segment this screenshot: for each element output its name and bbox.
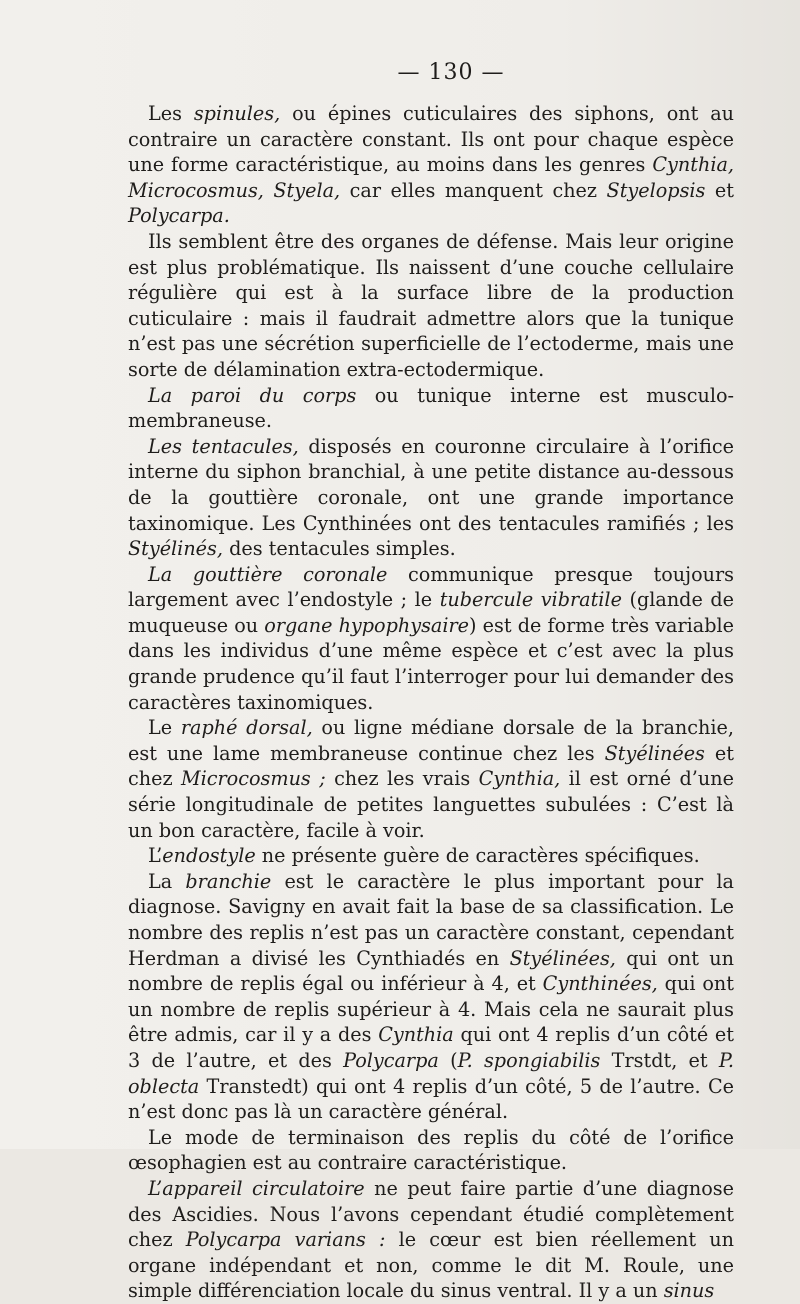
italic-text: sinus — [663, 1279, 715, 1303]
text-run: ou ligne médiane dorsale de la branchie, est une lame membraneuse continue chez les — [128, 716, 734, 765]
text-run: Le — [148, 716, 181, 740]
italic-text: Polycarpa — [343, 1048, 439, 1072]
paragraph — [128, 843, 734, 869]
paragraph — [128, 869, 734, 1125]
italic-text: Styelopsis — [606, 178, 706, 202]
text-run: L’ — [148, 844, 163, 868]
text-run: des tentacules simples. — [222, 537, 456, 561]
italic-text: endostyle — [162, 844, 256, 868]
italic-text: Microcosmus ; — [180, 767, 326, 791]
text-run: qui ont 4 replis d’un côté et 3 de l’autre, et des — [128, 1023, 734, 1072]
italic-text: La paroi du corps — [148, 383, 357, 407]
paragraph — [128, 229, 734, 383]
paragraph — [128, 434, 734, 562]
italic-text: Styélinés, — [128, 537, 223, 561]
text-run: car elles manquent chez — [340, 178, 607, 202]
paragraph — [128, 562, 734, 716]
text-run: ne présente guère de caractères spécifiques. — [255, 844, 700, 868]
text-run: Trstdt, et — [600, 1048, 719, 1072]
paragraph — [128, 1125, 734, 1176]
text-run: Les — [148, 102, 194, 125]
text-run: communique presque toujours largement avec l’endostyle ; le — [128, 562, 734, 612]
italic-text: Cynthia — [378, 1023, 454, 1047]
text-run: et chez — [128, 741, 734, 791]
text-run: ) est de forme très variable dans les individus d’une même espèce et c’est avec la plus grande prudence qu’il faut l’interroger pour lui demander des caractères taxinomiques. — [128, 613, 734, 714]
italic-text: Styélinées — [604, 741, 705, 765]
text-run: ou tunique interne est musculo-membraneuse. — [128, 383, 734, 433]
body-text — [128, 101, 734, 1304]
text-run: (glande de muqueuse ou — [128, 588, 734, 637]
italic-text: Les tentacules, — [148, 434, 299, 458]
text-run: chez les vrais — [325, 767, 479, 791]
paragraph — [128, 715, 734, 843]
italic-text: P. oblecta — [128, 1048, 735, 1098]
italic-text: organe hypophysaire — [264, 613, 470, 637]
paragraph — [128, 383, 734, 434]
paragraph — [128, 1176, 734, 1304]
text-run: qui ont un nombre de replis égal ou inférieur à 4, et — [128, 946, 734, 996]
text-run: La — [148, 869, 186, 893]
page-number: — 130 — — [397, 60, 505, 85]
paragraph — [128, 101, 734, 229]
italic-text: Polycarpa. — [128, 204, 230, 228]
text-run: Le mode de terminaison des replis du côté de l’orifice œsophagien est au contraire caractéristique. — [128, 1125, 734, 1175]
italic-text: tubercule vibratile — [439, 588, 622, 612]
italic-text: P. spongiabilis — [457, 1048, 601, 1072]
text-run: il est orné d’une série longitudinale de petites languettes subulées : C’est là un bon caractère, facile à voir. — [128, 767, 734, 842]
text-run: disposés en couronne circulaire à l’orifice interne du siphon branchial, à une petite distance au-dessous de la gouttière coronale, ont une grande importance taxinomique. Les Cynthinées ont des tentacules ramifiés ; les — [128, 434, 734, 535]
text-run: et — [705, 178, 734, 202]
text-run: le cœur est bien réellement un organe indépendant et non, comme le dit M. Roule, une simple différenciation locale du sinus ventral. Il y a un — [128, 1228, 734, 1303]
italic-text: spinules, — [193, 102, 281, 125]
text-run: ( — [438, 1048, 458, 1072]
text-run: ne peut faire partie d’une diagnose des Ascidies. Nous l’avons cependant étudié complètement chez — [128, 1176, 734, 1252]
text-run: Ils semblent être des organes de défense. Mais leur origine est plus problématique. Ils naissent d’une couche cellulaire régulière qui est à la surface libre de la production cuticulaire : mais il faudrait admettre alors que la tunique n’est pas une sécrétion superficielle de l’ectoderme, mais une sorte de délamination extra-ectodermique. — [128, 229, 734, 381]
italic-text: Cynthinées, — [542, 972, 658, 996]
text-run: est le caractère le plus important pour la diagnose. Savigny en avait fait la base de sa classification. Le nombre des replis n’est pas un caractère constant, cependant Herdman a divisé les Cynthiadés en — [128, 869, 735, 970]
text-run: qui ont un nombre de replis supérieur à 4. Mais cela ne saurait plus être admis, car il y a des — [128, 972, 734, 1047]
italic-text: Cynthia, — [478, 767, 561, 791]
text-run: ou épines cuticulaires des siphons, ont au contraire un caractère constant. Ils ont pour chaque espèce une forme caractéristique, au moins dans les genres — [128, 102, 734, 177]
text-run: Transtedt) qui ont 4 replis d’un côté, 5 de l’autre. Ce n’est donc pas là un caractère général. — [128, 1074, 734, 1124]
italic-text: Cynthia, Microcosmus, Styela, — [128, 153, 734, 202]
italic-text: raphé dorsal, — [180, 716, 313, 740]
italic-text: branchie — [185, 869, 272, 893]
italic-text: L’appareil circulatoire — [148, 1176, 365, 1200]
italic-text: La gouttière coronale — [148, 562, 388, 586]
italic-text: Styélinées, — [509, 946, 616, 970]
italic-text: Polycarpa varians : — [185, 1228, 386, 1252]
